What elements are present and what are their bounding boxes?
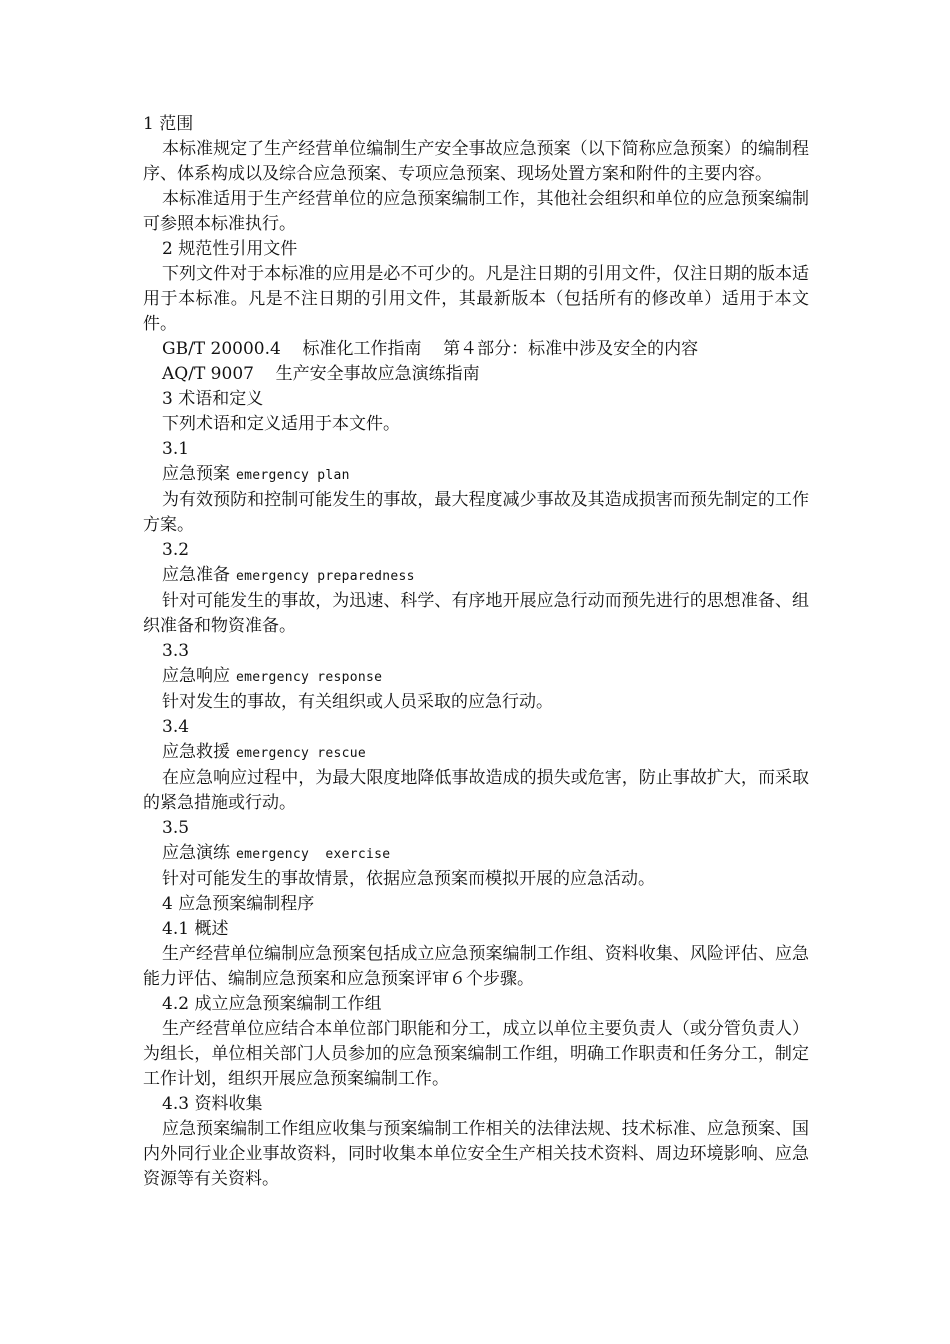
paragraph: 下列术语和定义适用于本文件。: [162, 414, 400, 434]
term-cn: 应急演练: [162, 843, 230, 863]
paragraph: 下列文件对于本标准的应用是必不可少的。凡是注日期的引用文件，仅注日期的版本适用于本标准。凡是不注日期的引用文件，其最新版本（包括所有的修改单）适用于本文件。: [143, 264, 809, 334]
term-number: 3.4: [162, 717, 190, 737]
term-en: emergency rescue: [236, 746, 367, 761]
term-en: emergency exercise: [236, 847, 391, 862]
term-cn: 应急准备: [162, 565, 230, 585]
term-definition: 针对可能发生的事故，为迅速、科学、有序地开展应急行动而预先进行的思想准备、组织准备和物资准备。: [143, 591, 809, 636]
section-heading-terms: 3 术语和定义: [162, 389, 264, 409]
subsection-heading: 4.3 资料收集: [162, 1094, 263, 1114]
term-number: 3.1: [162, 439, 190, 459]
term-heading: [143, 563, 809, 589]
term-heading: [143, 841, 809, 867]
section-heading-references: 2 规范性引用文件: [162, 239, 298, 259]
term-cn: 应急响应: [162, 666, 230, 686]
reference-item: AQ/T 9007 生产安全事故应急演练指南: [162, 364, 480, 384]
term-cn: 应急救援: [162, 742, 230, 762]
paragraph: 应急预案编制工作组应收集与预案编制工作相关的法律法规、技术标准、应急预案、国内外同行业企业事故资料，同时收集本单位安全生产相关技术资料、周边环境影响、应急资源等有关资料。: [143, 1119, 809, 1189]
term-definition: 针对可能发生的事故情景，依据应急预案而模拟开展的应急活动。: [162, 869, 655, 889]
term-en: emergency preparedness: [236, 569, 415, 584]
reference-item: GB/T 20000.4 标准化工作指南 第４部分：标准中涉及安全的内容: [162, 339, 699, 359]
document-body: [143, 112, 809, 1192]
term-heading: [143, 462, 809, 488]
term-number: 3.2: [162, 540, 190, 560]
section-heading-procedure: 4 应急预案编制程序: [162, 894, 315, 914]
term-en: emergency plan: [236, 468, 350, 483]
paragraph: 本标准规定了生产经营单位编制生产安全事故应急预案（以下简称应急预案）的编制程序、体系构成以及综合应急预案、专项应急预案、现场处置方案和附件的主要内容。: [143, 139, 809, 184]
term-en: emergency response: [236, 670, 383, 685]
subsection-heading: 4.1 概述: [162, 919, 229, 939]
term-heading: [143, 740, 809, 766]
term-number: 3.3: [162, 641, 190, 661]
section-heading-scope: 1 范围: [143, 114, 194, 134]
term-heading: [143, 664, 809, 690]
term-definition: 为有效预防和控制可能发生的事故，最大程度减少事故及其造成损害而预先制定的工作方案。: [143, 490, 809, 535]
paragraph: 生产经营单位应结合本单位部门职能和分工，成立以单位主要负责人（或分管负责人）为组长，单位相关部门人员参加的应急预案编制工作组，明确工作职责和任务分工，制定工作计划，组织开展应急预案编制工作。: [143, 1019, 809, 1089]
term-number: 3.5: [162, 818, 190, 838]
term-definition: 针对发生的事故，有关组织或人员采取的应急行动。: [162, 692, 553, 712]
term-cn: 应急预案: [162, 464, 230, 484]
paragraph: 本标准适用于生产经营单位的应急预案编制工作，其他社会组织和单位的应急预案编制可参照本标准执行。: [143, 189, 809, 234]
subsection-heading: 4.2 成立应急预案编制工作组: [162, 994, 382, 1014]
paragraph: 生产经营单位编制应急预案包括成立应急预案编制工作组、资料收集、风险评估、应急能力评估、编制应急预案和应急预案评审６个步骤。: [143, 944, 809, 989]
term-definition: 在应急响应过程中，为最大限度地降低事故造成的损失或危害，防止事故扩大，而采取的紧急措施或行动。: [143, 768, 809, 813]
